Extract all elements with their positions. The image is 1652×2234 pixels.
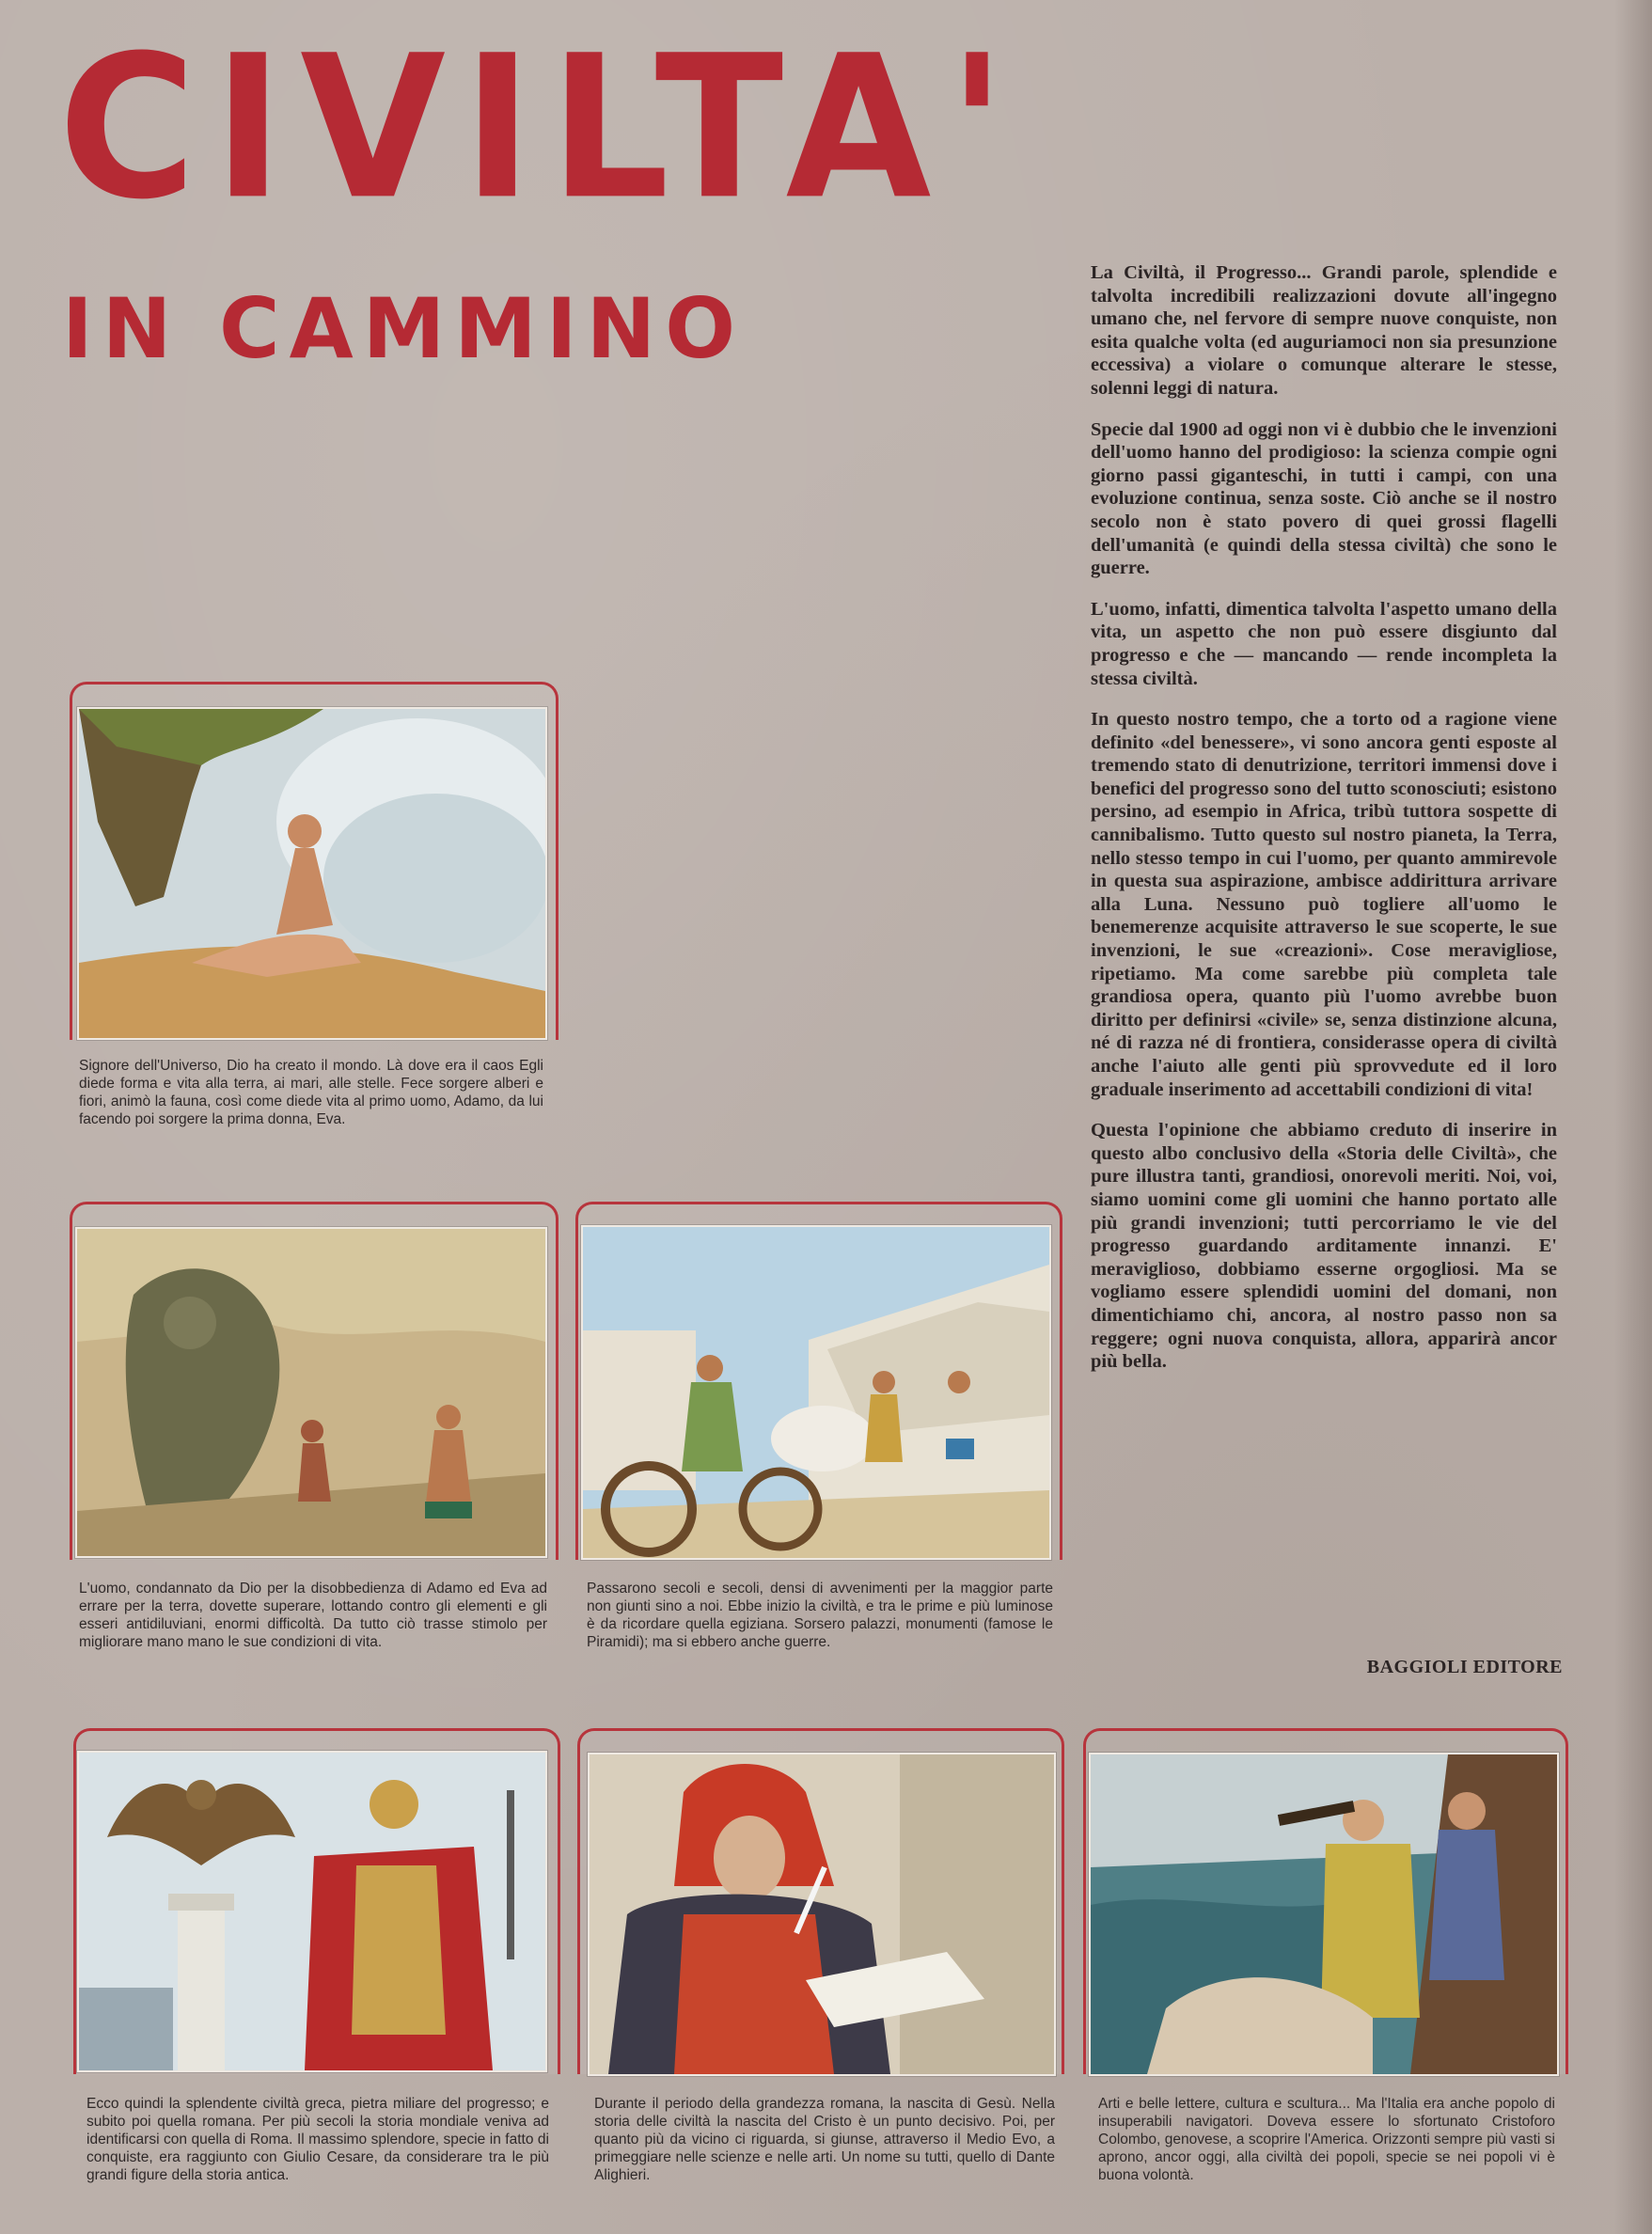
creation-illustration (79, 709, 545, 1038)
article-paragraph: L'uomo, infatti, dimentica talvolta l'aspetto umano della vita, un aspetto che non può essere disgiunto dal progresso e che — mancando — rende incompleta la stessa civiltà. (1091, 598, 1557, 689)
article-paragraph: Specie dal 1900 ad oggi non vi è dubbio che le invenzioni dell'uomo hanno del prodigioso: la scienza compie ogni giorno passi giganteschi, in tutti i campi, con una evoluzione continua, senza soste. Ciò anche se il nostro secolo non è stato povero di quei grossi flagelli dell'umanità (e quindi della stessa civiltà) che sono le guerre. (1091, 418, 1557, 579)
article-paragraph: La Civiltà, il Progresso... Grandi parole, splendide e talvolta incredibili realizzazioni dovute all'ingegno umano che, nel fervore di sempre nuove conquiste, non esita qualche volta (ed auguriamoci non sia presunzione eccessiva) a violare o comunque alterare le stesse, solenni leggi di natura. (1091, 262, 1557, 399)
sticker-card-columbus (1089, 1753, 1559, 2076)
article-paragraph: In questo nostro tempo, che a torto od a ragione viene definito «del benessere», vi sono ancora genti esposte al tremendo stato di denutrizione, territori immensi dove i benefici del progresso sono del tutto sconosciuti; esistono persino, ad esempio in Africa, tribù tuttora sospette di cannibalismo. Tutto questo sul nostro pianeta, la Terra, nello stesso tempo in cui l'uomo, per quanto ammirevole in questa sua aspirazione, ambisce addirittura arrivare alla Luna. Nessuno può togliere all'uomo le benemerenze acquisite attraverso le sue scoperte, le sue invenzioni, le sue «creazioni». Cose meravigliose, ripetiamo. Ma come sarebbe più completa tale grandiosa opera, quanto più l'uomo avrebbe buon diritto per definirsi «civile» se, senza distinzione alcuna, né di razza né di frontiera, considerasse opera di civiltà anche l'aiuto alle genti più sprovvedute ed il loro graduale inserimento ad accettabili condizioni di vita! (1091, 709, 1557, 1100)
publisher-signature: BAGGIOLI EDITORE (1366, 1657, 1563, 1677)
sticker-card-prehistory (75, 1227, 547, 1558)
sticker-card-rome (77, 1751, 547, 2072)
sticker-card-dante (588, 1753, 1056, 2076)
card-caption-5: Durante il periodo della grandezza romana, la nascita di Gesù. Nella storia delle civiltà la nascita del Cristo è un punto decisivo. Poi, per quanto più da vicino ci riguarda, si giunse, attraverso il Medio Evo, a primeggiare nelle scienze e nelle arti. Un nome su tutti, quello di Dante Alighieri. (594, 2096, 1055, 2183)
article-paragraph: Questa l'opinione che abbiamo creduto di inserire in questo albo conclusivo della «Storia delle Civiltà», che pure illustra tanti, grandiosi, onorevoli meriti. Noi, voi, siamo uomini come gli uomini che hanno portato alle più grandi invenzioni; tutti percorriamo le vie del progresso guardando arditamente innanzi. E' meraviglioso, dobbiamo esserne orgogliosi. Ma se vogliamo essere splendidi uomini del domani, non dimentichiamo chi, ancora, al nostro passo non sa reggere; ogni nuova conquista, allora, apparirà ancor più bella. (1091, 1120, 1557, 1373)
card-caption-3: Passarono secoli e secoli, densi di avvenimenti per la maggior parte non giunti sino a noi. Ebbe inizio la civiltà, e tra le prime e più luminose è da ricordare quella egiziana. Sorsero palazzi, monumenti (famose le Piramidi); ma si ebbero anche guerre. (587, 1581, 1053, 1650)
rome-illustration (79, 1753, 545, 2070)
sticker-card-egypt (581, 1225, 1051, 1560)
columbus-illustration (1091, 1754, 1557, 2074)
dante-illustration (590, 1754, 1054, 2074)
prehistory-illustration (77, 1229, 545, 1556)
card-caption-4: Ecco quindi la splendente civiltà greca, pietra miliare del progresso; e subito poi quella romana. Per più secoli la storia mondiale veniva ad identificarsi con quella di Roma. Il massimo splendore, specie in fatto di conquiste, era raggiunto con Giulio Cesare, da considerare tra le più grandi figure della storia antica. (87, 2096, 549, 2183)
egypt-illustration (583, 1227, 1049, 1558)
card-caption-2: L'uomo, condannato da Dio per la disobbedienza di Adamo ed Eva ad errare per la terra, dovette superare, lottando contro gli elementi e gli esseri antidiluviani, enormi difficoltà. Da tutto ciò trasse stimolo per migliorare mano mano le sue condizioni di vita. (79, 1581, 547, 1650)
card-caption-1: Signore dell'Universo, Dio ha creato il mondo. Là dove era il caos Egli diede forma e vita alla terra, ai mari, alle stelle. Fece sorgere alberi e fiori, animò la fauna, così come diede vita al primo uomo, Adamo, da lui facendo poi sorgere la prima donna, Eva. (79, 1058, 543, 1127)
intro-article (1091, 261, 1557, 1392)
page-edge-shadow (1614, 0, 1652, 2234)
sticker-card-creation (77, 707, 547, 1040)
page-subtitle: IN CAMMINO (62, 280, 746, 377)
card-caption-6: Arti e belle lettere, cultura e scultura... Ma l'Italia era anche popolo di insuperabili navigatori. Doveva essere lo sfortunato Cristoforo Colombo, genovese, a scoprire l'America. Orizzonti sempre più vasti si aprono, ancor oggi, alla civiltà dei popoli, specie se nei popoli vi è buona volontà. (1098, 2096, 1555, 2183)
page-title: CIVILTA' (58, 13, 1023, 244)
